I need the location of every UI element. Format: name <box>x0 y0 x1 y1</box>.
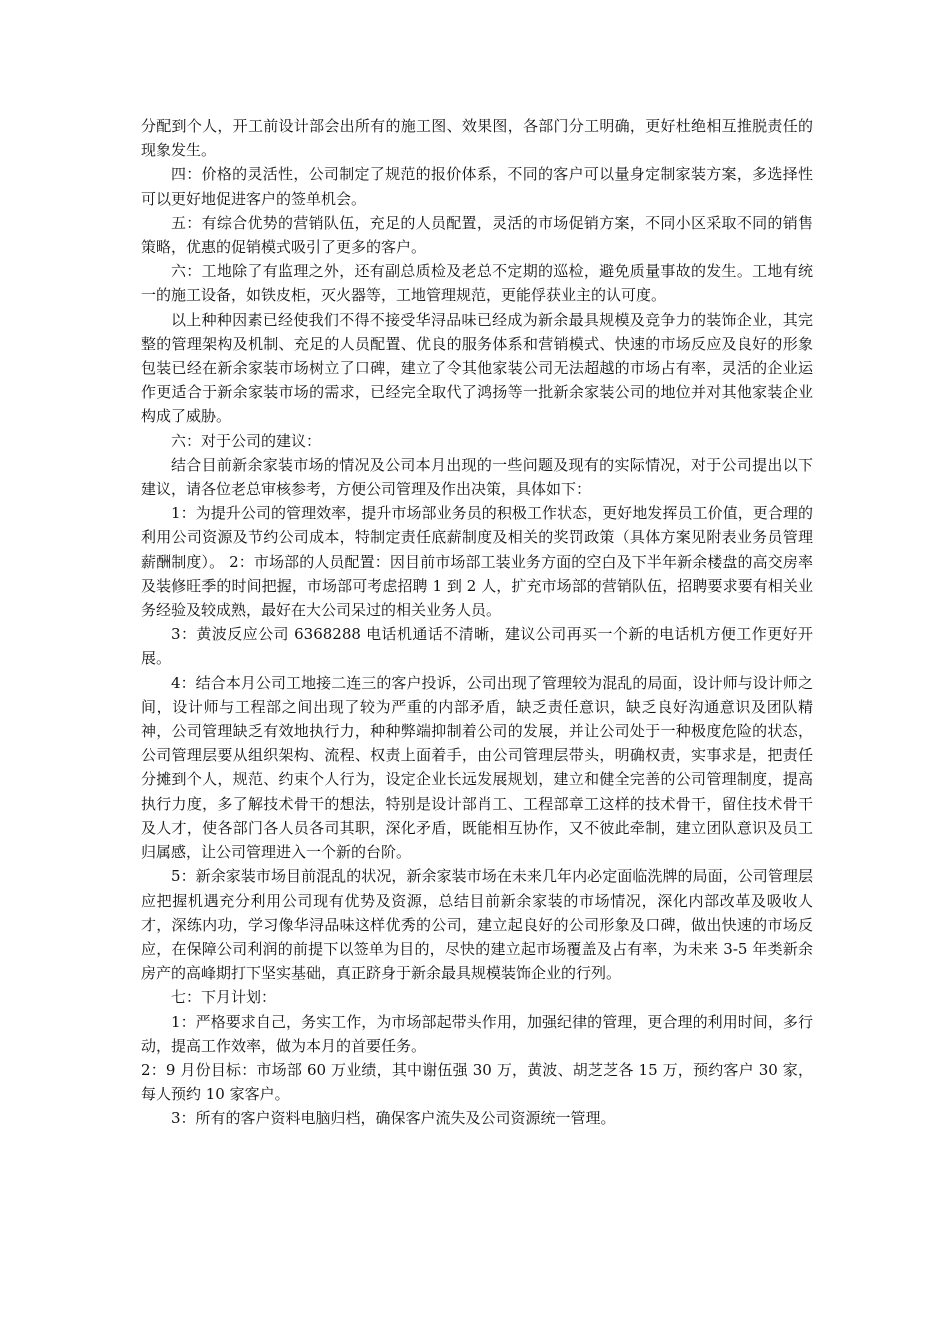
paragraph-competitor-summary: 以上种种因素已经使我们不得不接受华浔品味已经成为新余最具规模及竞争力的装饰企业，其完整的管理架构及机制、充足的人员配置、优良的服务体系和营销模式、快速的市场反应及良好的形象包装已经在新余家装市场树立了口碑，建立了令其他家装公司无法超越的市场占有率，灵活的企业运作更适合于新余家装市场的需求，已经完全取代了鸿扬等一批新余家装公司的地位并对其他家装企业构成了威胁。 <box>141 310 813 426</box>
section-heading-suggestions: 六：对于公司的建议： <box>171 431 322 450</box>
paragraph-price-flexibility: 四：价格的灵活性，公司制定了规范的报价体系，不同的客户可以量身定制家装方案，多选择性可以更好地促进客户的签单机会。 <box>141 165 813 208</box>
paragraph-plan-1: 1：严格要求自己，务实工作，为市场部起带头作用，加强纪律的管理，更合理的利用时间，多行动，提高工作效率，做为本月的首要任务。 <box>141 1012 813 1055</box>
paragraph-suggestions-intro: 结合目前新余家装市场的情况及公司本月出现的一些问题及现有的实际情况，对于公司提出以下建议，请各位老总审核参考，方便公司管理及作出决策，具体如下： <box>141 455 813 499</box>
paragraph-plan-3: 3：所有的客户资料电脑归档，确保客户流失及公司资源统一管理。 <box>171 1109 616 1128</box>
paragraph-suggestion-1-2: 1：为提升公司的管理效率，提升市场部业务员的积极工作状态，更好地发挥员工价值，更合理的利用公司资源及节约公司成本，特制定责任底薪制度及相关的奖罚政策（具体方案见附表业务员管理薪酬制度）。 2：市场部的人员配置：因目前市场部工装业务方面的空白及下半年新余楼盘的高交房率及装修旺季的时间把握，市场部可考虑招聘 1 到 2 人，扩充市场部的营销队伍，招聘要求要有相关业务经验及较成熟，最好在大公司呆过的相关业务人员。 <box>141 504 813 620</box>
document-body <box>141 114 813 1131</box>
paragraph-sales-team: 五：有综合优势的营销队伍，充足的人员配置，灵活的市场促销方案，不同小区采取不同的销售策略，优惠的促销模式吸引了更多的客户。 <box>141 213 813 257</box>
paragraph-suggestion-5: 5：新余家装市场目前混乱的状况，新余家装市场在未来几年内必定面临洗牌的局面，公司管理层应把握机遇充分利用公司现有优势及资源，总结目前新余家装的市场情况，深化内部改革及吸收人才，深练内功，学习像华浔品味这样优秀的公司，建立起良好的公司形象及口碑，做出快速的市场反应，在保障公司利润的前提下以签单为目的，尽快的建立起市场覆盖及占有率，为未来 3-5 年类新余房产的高峰期打下坚实基础，真正跻身于新余最具规模装饰企业的行列。 <box>141 867 813 983</box>
paragraph-site-inspection: 六：工地除了有监理之外，还有副总质检及老总不定期的巡检，避免质量事故的发生。工地有统一的施工设备，如铁皮柜，灭火器等，工地管理规范，更能俘获业主的认可度。 <box>141 262 813 305</box>
paragraph-suggestion-3: 3：黄波反应公司 6368288 电话机通话不清晰，建议公司再买一个新的电话机方便工作更好开展。 <box>141 625 813 668</box>
section-heading-next-month-plan: 七：下月计划： <box>171 988 277 1007</box>
paragraph-plan-2: 2：9 月份目标：市场部 60 万业绩，其中谢伍强 30 万，黄波、胡芝芝各 15 万，预约客户 30 家，每人预约 10 家客户。 <box>141 1060 813 1104</box>
paragraph-continuation: 分配到个人，开工前设计部会出所有的施工图、效果图，各部门分工明确，更好杜绝相互推脱责任的现象发生。 <box>141 117 813 160</box>
paragraph-suggestion-4: 4：结合本月公司工地接二连三的客户投诉，公司出现了管理较为混乱的局面，设计师与设计师之间，设计师与工程部之间出现了较为严重的内部矛盾，缺乏责任意识，缺乏良好沟通意识及团队精神，公司管理缺乏有效地执行力，种种弊端抑制着公司的发展，并让公司处于一种极度危险的状态，公司管理层要从组织架构、流程、权责上面着手，由公司管理层带头，明确权责，实事求是，把责任分摊到个人，规范、约束个人行为，设定企业长远发展规划，建立和健全完善的公司管理制度，提高执行力度，多了解技术骨干的想法，特别是设计部肖工、工程部章工这样的技术骨干，留住技术骨干及人才，使各部门各人员各司其职，深化矛盾，既能相互协作，又不彼此牵制，建立团队意识及员工归属感，让公司管理进入一个新的台阶。 <box>141 673 813 862</box>
